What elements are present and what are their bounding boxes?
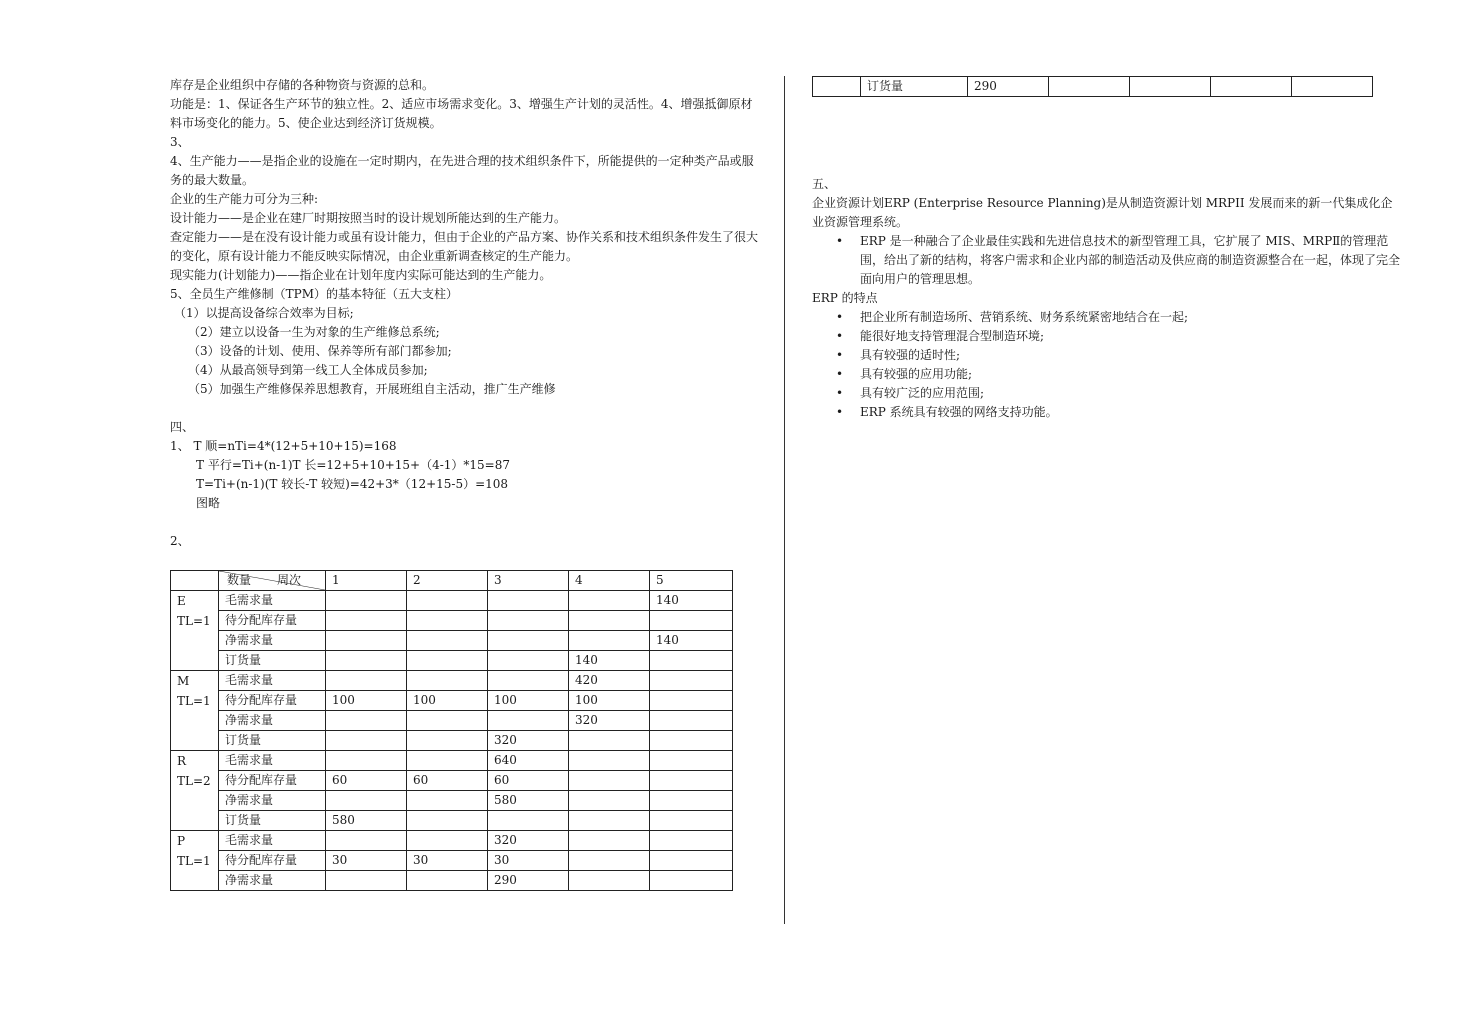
table-cell: 60 (407, 771, 488, 791)
list-item: • ERP 系统具有较强的网络支持功能。 (812, 403, 1402, 422)
row-label: 待分配库存量 (219, 691, 326, 711)
table-cell (650, 651, 733, 671)
table-cell (650, 791, 733, 811)
features-title: ERP 的特点 (812, 291, 878, 305)
table-cell (326, 871, 407, 891)
row-label: 净需求量 (219, 791, 326, 811)
table-cell (1049, 77, 1130, 97)
list-item: • 把企业所有制造场所、营销系统、财务系统紧密地结合在一起; (812, 308, 1402, 327)
item-cell (171, 831, 219, 891)
table-cell: 100 (407, 691, 488, 711)
item-code: M (177, 674, 190, 688)
table-cell (1292, 77, 1373, 97)
table-cell: 580 (488, 791, 569, 811)
item-code: P (177, 834, 186, 848)
table-cell (650, 691, 733, 711)
lead-time: TL=1 (177, 854, 211, 868)
item-code: E (177, 594, 186, 608)
table-row (171, 631, 733, 651)
table-cell (650, 851, 733, 871)
table-cell: 140 (569, 651, 650, 671)
list-item: • 具有较强的适时性; (812, 346, 1402, 365)
left-column (170, 76, 760, 891)
table-cell: 290 (488, 871, 569, 891)
table-cell (407, 591, 488, 611)
tpm-item: （4）从最高领导到第一线工人全体成员参加; (188, 363, 428, 377)
table-cell: 30 (407, 851, 488, 871)
table-cell: 320 (488, 731, 569, 751)
row-label: 毛需求量 (219, 591, 326, 611)
table-cell (326, 611, 407, 631)
table-cell (569, 851, 650, 871)
table-cell (650, 871, 733, 891)
calc-line: 1、 T 顺=nTi=4*(12+5+10+15)=168 (170, 439, 397, 453)
table-cell (650, 831, 733, 851)
table-cell (488, 811, 569, 831)
item-cell (171, 751, 219, 831)
table-cell (488, 651, 569, 671)
tpm-item: （3）设备的计划、使用、保养等所有部门都参加; (188, 344, 452, 358)
row-label: 净需求量 (219, 871, 326, 891)
mrp-table-continued (812, 76, 1373, 97)
table-cell (1211, 77, 1292, 97)
table-cell (326, 591, 407, 611)
table-row (171, 731, 733, 751)
table-cell (326, 671, 407, 691)
table-row (171, 791, 733, 811)
table-cell (326, 631, 407, 651)
table-cell (569, 771, 650, 791)
table-cell (326, 831, 407, 851)
verified-capacity: 查定能力——是在没有设计能力或虽有设计能力，但由于企业的产品方案、协作关系和技术组织条件发生了很大的变化，原有设计能力不能反映实际情况，由企业重新调查核定的生产能力。 (170, 230, 759, 263)
table-cell (407, 871, 488, 891)
table-row (171, 711, 733, 731)
table-cell (488, 631, 569, 651)
table-cell (569, 791, 650, 811)
section-4-title: 四、 (170, 420, 195, 434)
tpm-item: （5）加强生产维修保养思想教育，开展班组自主活动，推广生产维修 (188, 382, 556, 396)
table-cell: 290 (968, 77, 1049, 97)
question-2-label: 2、 (170, 534, 190, 548)
table-cell: 140 (650, 591, 733, 611)
table-cell (1130, 77, 1211, 97)
calc-line: 图略 (196, 496, 221, 510)
table-row (171, 651, 733, 671)
table-cell (407, 711, 488, 731)
table-row (171, 851, 733, 871)
table-cell: 60 (488, 771, 569, 791)
erp-intro: 企业资源计划ERP (Enterprise Resource Planning)是从制造资源计划 MRPII 发展而来的新一代集成化企业资源管理系统。 (812, 196, 1393, 229)
list-item: • 具有较强的应用功能; (812, 365, 1402, 384)
week-header: 2 (407, 571, 488, 591)
table-cell (407, 791, 488, 811)
row-label: 毛需求量 (219, 671, 326, 691)
lead-time: TL=2 (177, 774, 211, 788)
table-cell (326, 791, 407, 811)
table-cell (569, 591, 650, 611)
lead-time: TL=1 (177, 614, 211, 628)
list-item: • ERP 是一种融合了企业最佳实践和先进信息技术的新型管理工具，它扩展了 MIS、MRPⅡ的管理范围，给出了新的结构，将客户需求和企业内部的制造活动及供应商的制造资源整合在一起，体现了完全面向用户的管理思想。 (812, 232, 1402, 289)
table-cell: 420 (569, 671, 650, 691)
week-header: 5 (650, 571, 733, 591)
row-label: 毛需求量 (219, 751, 326, 771)
table-row (171, 811, 733, 831)
table-cell (488, 711, 569, 731)
design-capacity: 设计能力——是企业在建厂时期按照当时的设计规划所能达到的生产能力。 (170, 211, 567, 225)
table-cell (326, 651, 407, 671)
table-row (171, 671, 733, 691)
table-cell (407, 671, 488, 691)
header-quantity: 数量 (227, 573, 252, 587)
lead-time: TL=1 (177, 694, 211, 708)
row-label: 订货量 (219, 731, 326, 751)
row-label: 订货量 (219, 811, 326, 831)
table-cell (488, 671, 569, 691)
erp-bullet-list (812, 232, 1402, 289)
table-row (171, 611, 733, 631)
table-row (171, 871, 733, 891)
table-cell: 100 (569, 691, 650, 711)
table-cell: 100 (488, 691, 569, 711)
question-3-label: 3、 (170, 135, 190, 149)
table-cell (650, 731, 733, 751)
table-cell (569, 631, 650, 651)
features-list (812, 308, 1402, 422)
table-cell (488, 611, 569, 631)
inventory-definition: 库存是企业组织中存储的各种物资与资源的总和。 (170, 78, 435, 92)
table-cell (569, 751, 650, 771)
table-header-row (171, 571, 733, 591)
item-cell (171, 671, 219, 751)
table-cell (569, 831, 650, 851)
section-5-title: 五、 (812, 177, 837, 191)
table-cell: 140 (650, 631, 733, 651)
table-cell (650, 711, 733, 731)
table-cell (407, 611, 488, 631)
week-header: 1 (326, 571, 407, 591)
column-divider (784, 76, 785, 924)
tpm-item: （1）以提高设备综合效率为目标; (174, 306, 354, 320)
table-cell (650, 811, 733, 831)
table-row (171, 751, 733, 771)
table-cell (650, 751, 733, 771)
row-label: 净需求量 (219, 631, 326, 651)
table-row (171, 591, 733, 611)
table-cell: 30 (326, 851, 407, 871)
table-cell (407, 831, 488, 851)
table-row (171, 831, 733, 851)
table-row (813, 77, 1373, 97)
row-label: 待分配库存量 (219, 851, 326, 871)
week-header: 4 (569, 571, 650, 591)
capacity-types-intro: 企业的生产能力可分为三种: (170, 192, 319, 206)
inventory-functions: 功能是：1、保证各生产环节的独立性。2、适应市场需求变化。3、增强生产计划的灵活性。4、增强抵御原材料市场变化的能力。5、使企业达到经济订货规模。 (170, 97, 753, 130)
row-label: 净需求量 (219, 711, 326, 731)
table-cell (326, 711, 407, 731)
table-cell (407, 751, 488, 771)
table-cell: 30 (488, 851, 569, 871)
tpm-item: （2）建立以设备一生为对象的生产维修总系统; (188, 325, 440, 339)
list-item: • 能很好地支持管理混合型制造环境; (812, 327, 1402, 346)
table-cell: 320 (488, 831, 569, 851)
right-column (812, 76, 1402, 422)
row-label: 待分配库存量 (219, 771, 326, 791)
table-cell (488, 591, 569, 611)
diagonal-header-cell (219, 571, 326, 591)
item-code: R (177, 754, 187, 768)
table-cell (569, 871, 650, 891)
mrp-table (170, 570, 733, 891)
table-cell (407, 651, 488, 671)
row-label: 毛需求量 (219, 831, 326, 851)
table-cell: 60 (326, 771, 407, 791)
actual-capacity: 现实能力(计划能力)——指企业在计划年度内实际可能达到的生产能力。 (170, 268, 552, 282)
tpm-heading: 5、全员生产维修制（TPM）的基本特征（五大支柱） (170, 287, 459, 301)
list-item: • 具有较广泛的应用范围; (812, 384, 1402, 403)
row-label: 订货量 (861, 77, 968, 97)
header-week: 周次 (276, 573, 301, 587)
item-cell (171, 591, 219, 671)
table-cell (650, 611, 733, 631)
table-cell (650, 771, 733, 791)
table-cell (650, 671, 733, 691)
table-cell: 320 (569, 711, 650, 731)
table-cell (569, 611, 650, 631)
table-cell (569, 811, 650, 831)
table-cell (326, 731, 407, 751)
row-label: 订货量 (219, 651, 326, 671)
capacity-definition: 4、生产能力——是指企业的设施在一定时期内，在先进合理的技术组织条件下，所能提供的一定种类产品或服务的最大数量。 (170, 154, 754, 187)
week-header: 3 (488, 571, 569, 591)
table-cell (407, 631, 488, 651)
table-cell (407, 731, 488, 751)
table-cell (569, 731, 650, 751)
table-cell (407, 811, 488, 831)
table-cell: 640 (488, 751, 569, 771)
table-row (171, 771, 733, 791)
calc-line: T=Ti+(n-1)(T 较长-T 较短)=42+3*（12+15-5）=108 (196, 477, 509, 491)
table-row (171, 691, 733, 711)
row-label: 待分配库存量 (219, 611, 326, 631)
table-cell: 580 (326, 811, 407, 831)
calc-line: T 平行=Ti+(n-1)T 长=12+5+10+15+（4-1）*15=87 (196, 458, 511, 472)
table-cell: 100 (326, 691, 407, 711)
table-cell (326, 751, 407, 771)
